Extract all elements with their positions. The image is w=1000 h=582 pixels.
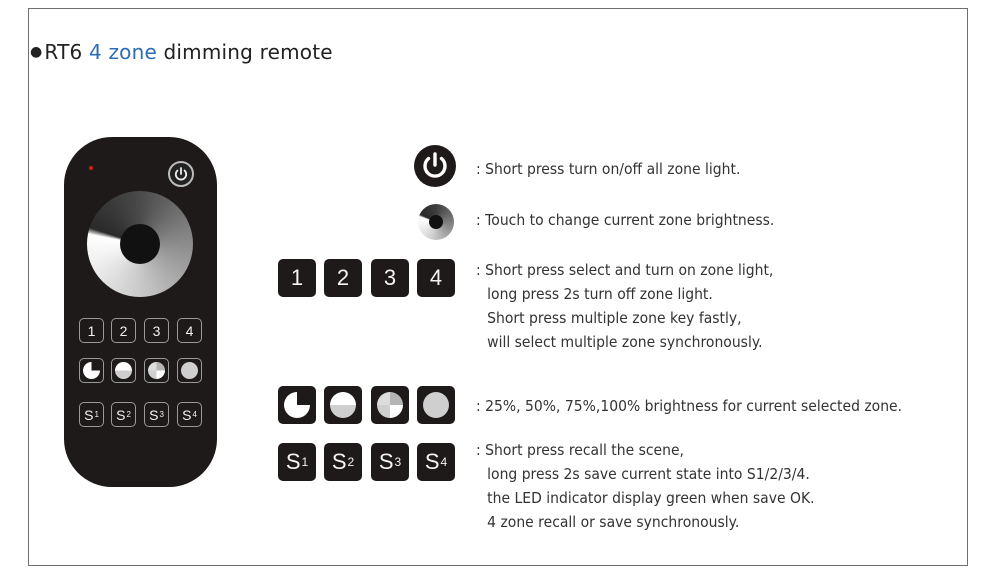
scene-key-4: S 4 bbox=[417, 443, 455, 481]
touch-wheel-center bbox=[429, 215, 443, 229]
remote-brightness-key-25 bbox=[79, 358, 104, 383]
remote-wheel-center bbox=[120, 224, 160, 264]
zone-key-4: 4 bbox=[417, 259, 455, 297]
remote-power-icon bbox=[168, 161, 194, 187]
brightness-100-icon bbox=[423, 392, 449, 418]
scene-description-line: : Short press recall the scene, bbox=[476, 441, 684, 459]
title-accent: 4 zone bbox=[88, 40, 157, 64]
zone-key-3: 3 bbox=[371, 259, 409, 297]
remote-scene-key-4: S 4 bbox=[177, 402, 202, 427]
brightness-key-50 bbox=[324, 386, 362, 424]
remote-brightness-key-50 bbox=[111, 358, 136, 383]
wheel-description: : Touch to change current zone brightness. bbox=[476, 211, 775, 229]
brightness-key-25 bbox=[278, 386, 316, 424]
remote-scene-key-2: S 2 bbox=[111, 402, 136, 427]
brightness-25-icon bbox=[284, 392, 310, 418]
brightness-description: : 25%, 50%, 75%,100% brightness for current selected zone. bbox=[476, 397, 903, 415]
scene-description-line: 4 zone recall or save synchronously. bbox=[487, 513, 740, 531]
remote-zone-key-1: 1 bbox=[79, 318, 104, 343]
zone-description-line: Short press multiple zone key fastly, bbox=[487, 309, 742, 327]
remote-zone-key-3: 3 bbox=[144, 318, 169, 343]
scene-key-1: S 1 bbox=[278, 443, 316, 481]
scene-description bbox=[476, 438, 815, 534]
scene-description-line: the LED indicator display green when save OK. bbox=[487, 489, 815, 507]
remote-zone-key-4: 4 bbox=[177, 318, 202, 343]
scene-key-3: S 3 bbox=[371, 443, 409, 481]
power-icon bbox=[414, 145, 456, 187]
zone-description-line: long press 2s turn off zone light. bbox=[487, 285, 713, 303]
brightness-key-100 bbox=[417, 386, 455, 424]
scene-description-line: long press 2s save current state into S1/2/3/4. bbox=[487, 465, 810, 483]
zone-key-1: 1 bbox=[278, 259, 316, 297]
title-model: RT6 bbox=[44, 40, 83, 64]
remote-scene-key-1: S 1 bbox=[79, 402, 104, 427]
brightness-50-icon bbox=[330, 392, 356, 418]
zone-description-line: : Short press select and turn on zone light, bbox=[476, 261, 774, 279]
zone-description bbox=[476, 258, 773, 354]
power-description: : Short press turn on/off all zone light. bbox=[476, 160, 741, 178]
remote-brightness-key-100 bbox=[177, 358, 202, 383]
zone-key-2: 2 bbox=[324, 259, 362, 297]
page-title bbox=[30, 40, 333, 64]
brightness-50-icon bbox=[115, 362, 132, 379]
zone-description-line: will select multiple zone synchronously. bbox=[487, 333, 763, 351]
remote-zone-key-2: 2 bbox=[111, 318, 136, 343]
brightness-100-icon bbox=[181, 362, 198, 379]
brightness-75-icon bbox=[377, 392, 403, 418]
brightness-25-icon bbox=[83, 362, 100, 379]
bullet-icon: ● bbox=[30, 44, 43, 60]
led-indicator bbox=[89, 166, 93, 170]
remote-scene-key-3: S 3 bbox=[144, 402, 169, 427]
brightness-75-icon bbox=[148, 362, 165, 379]
scene-key-2: S 2 bbox=[324, 443, 362, 481]
title-suffix: dimming remote bbox=[163, 40, 333, 64]
brightness-key-75 bbox=[371, 386, 409, 424]
remote-control bbox=[64, 137, 217, 487]
remote-brightness-key-75 bbox=[144, 358, 169, 383]
